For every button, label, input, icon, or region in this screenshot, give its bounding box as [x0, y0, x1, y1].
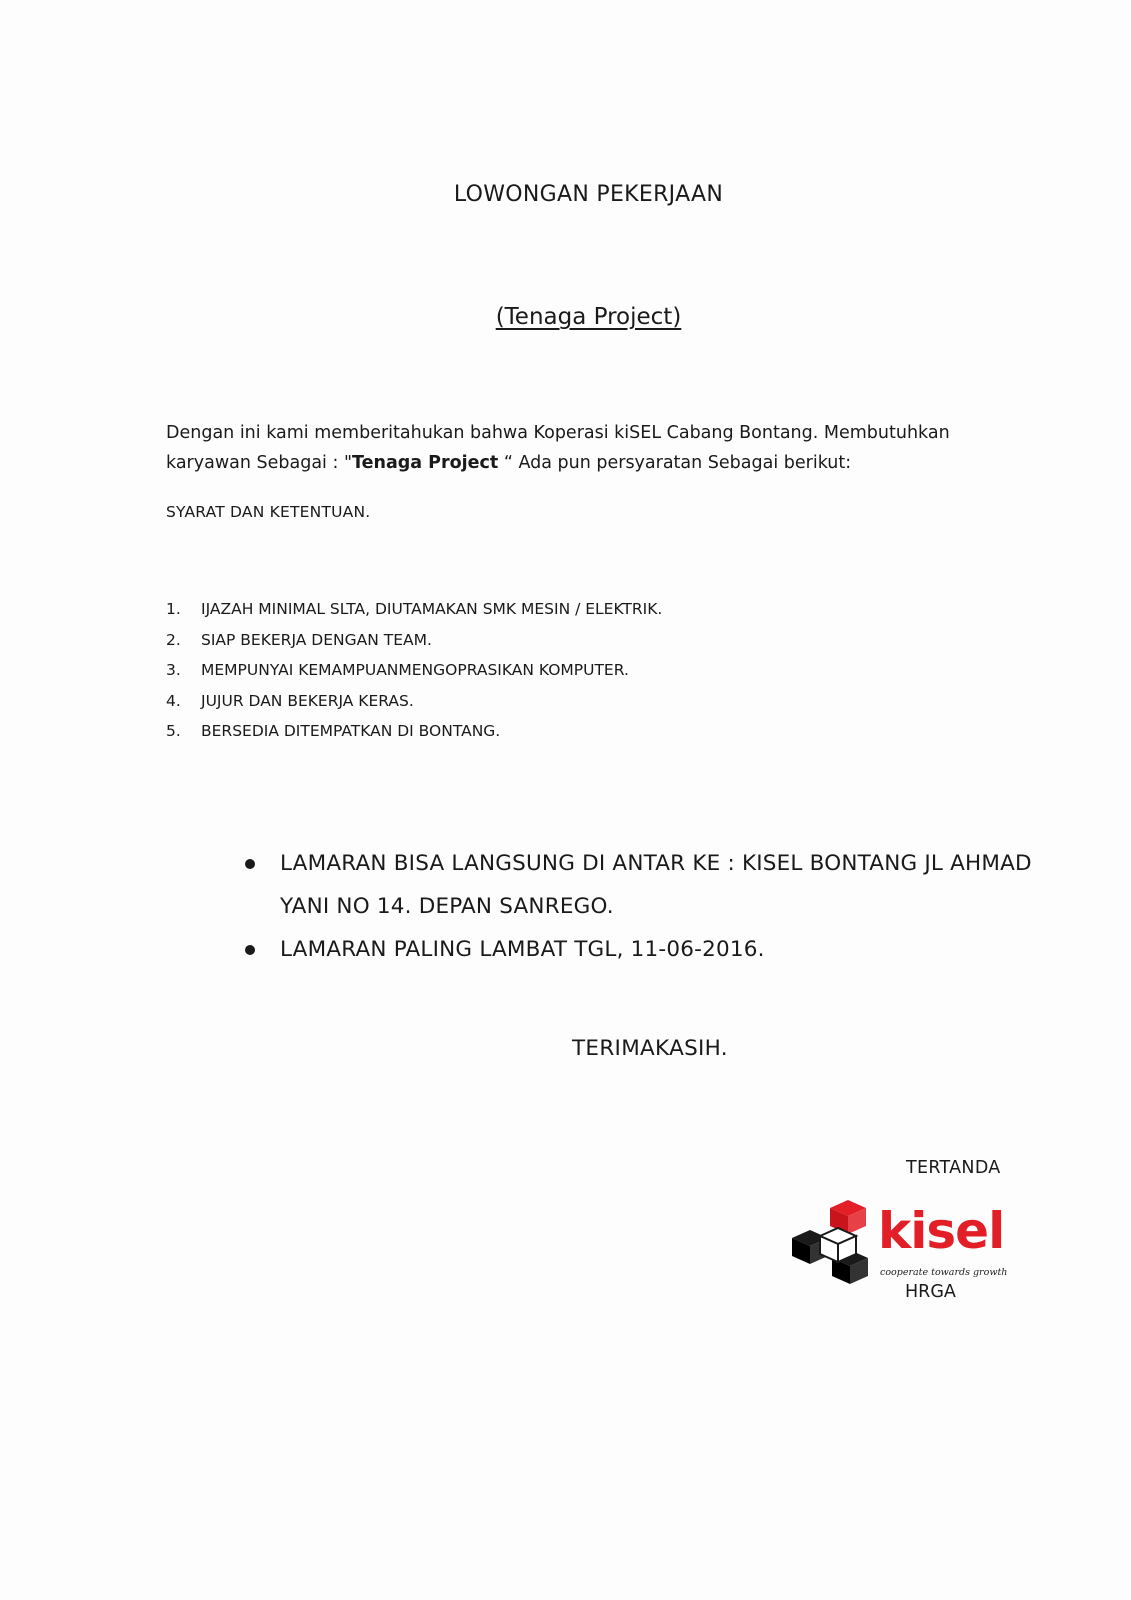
requirements-heading: SYARAT DAN KETENTUAN. [166, 503, 371, 521]
intro-position: Tenaga Project [352, 453, 499, 473]
list-item [166, 661, 662, 692]
signature-department: HRGA [905, 1282, 956, 1302]
logo-wordmark: kisel [878, 1202, 1005, 1260]
note-text: LAMARAN PALING LAMBAT TGL, 11-06-2016. [280, 937, 765, 962]
list-item-number: 1. [166, 600, 181, 618]
kisel-cube-icon [790, 1200, 880, 1295]
list-item-number: 3. [166, 661, 181, 679]
list-item-text: SIAP BEKERJA DENGAN TEAM. [201, 630, 432, 649]
document-title: LOWONGAN PEKERJAAN [453, 182, 724, 207]
list-item-number: 4. [166, 691, 181, 710]
note-text: LAMARAN BISA LANGSUNG DI ANTAR KE : KISEL BONTANG JL AHMAD YANI NO 14. DEPAN SANREGO. [280, 851, 1032, 919]
list-item-text: IJAZAH MINIMAL SLTA, DIUTAMAKAN SMK MESIN / ELEKTRIK. [201, 600, 663, 618]
list-item-text: BERSEDIA DITEMPATKAN DI BONTANG. [201, 722, 501, 740]
logo-tagline: cooperate towards growth [880, 1267, 1008, 1278]
requirements-list [166, 600, 662, 753]
intro-part1: Dengan ini kami memberitahukan bahwa Koperasi kiSEL Cabang Bontang. Membutuhkan karyawan Sebagai : " [166, 423, 950, 473]
note-item [245, 928, 1045, 971]
subtitle-text: (Tenaga Project) [495, 304, 682, 330]
list-item [166, 692, 662, 723]
list-item [166, 631, 662, 662]
note-item [245, 842, 1045, 928]
list-item-text: JUJUR DAN BEKERJA KERAS. [201, 691, 414, 710]
closing-text: TERIMAKASIH. [572, 1036, 728, 1061]
list-item-number: 5. [166, 722, 181, 740]
signature-label: TERTANDA [906, 1158, 1001, 1178]
intro-paragraph [166, 418, 986, 478]
document-subtitle [0, 304, 1131, 330]
list-item-text: MEMPUNYAI KEMAMPUANMENGOPRASIKAN KOMPUTER. [201, 661, 629, 679]
bullet-icon [245, 859, 255, 869]
intro-part2: “ Ada pun persyaratan Sebagai berikut: [498, 453, 852, 473]
list-item [166, 722, 662, 753]
bullet-icon [245, 945, 255, 955]
list-item [166, 600, 662, 631]
list-item-number: 2. [166, 630, 181, 649]
application-notes [245, 842, 1045, 971]
